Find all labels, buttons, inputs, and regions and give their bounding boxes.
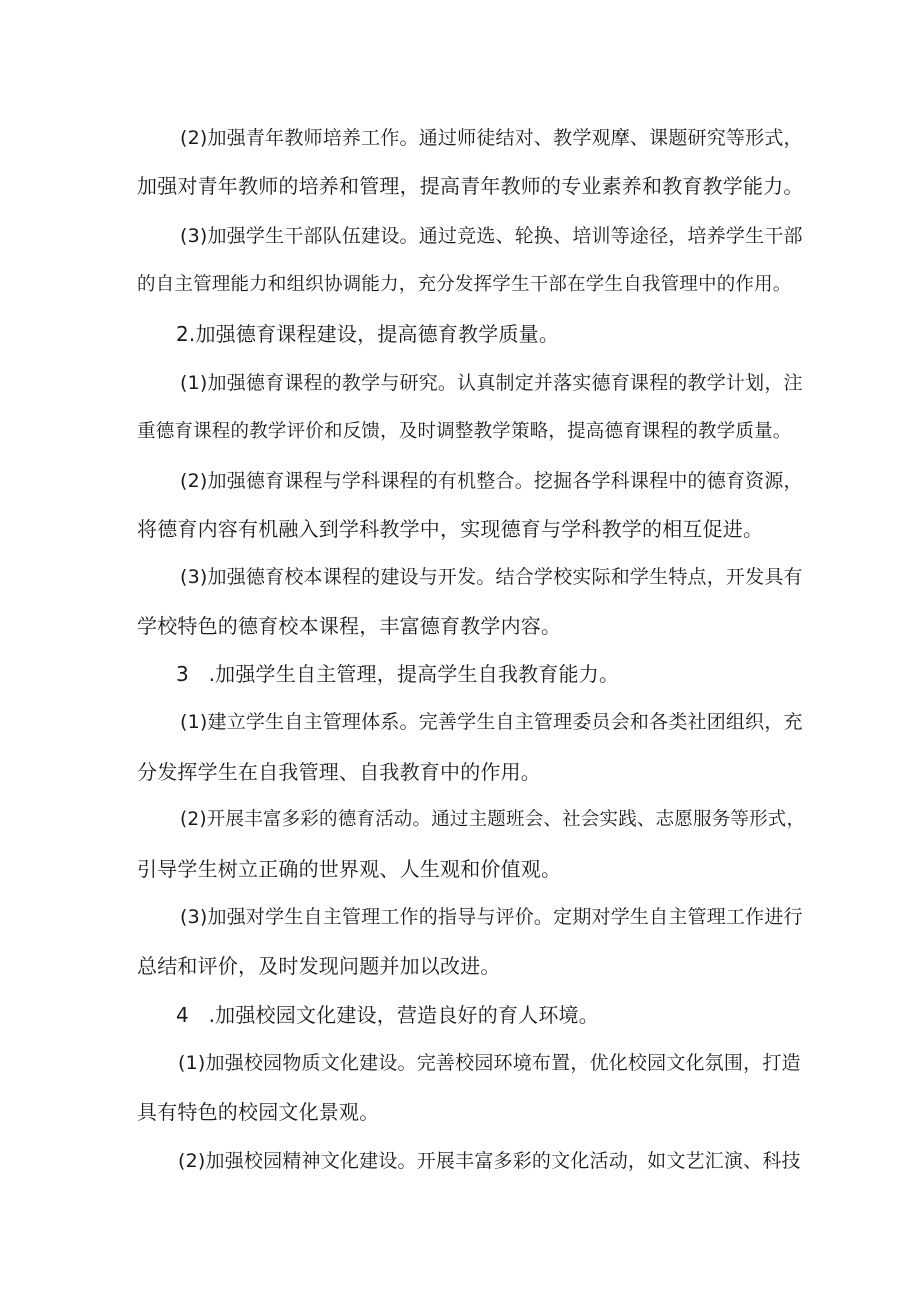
paragraph-line: (1)建立学生自主管理体系。完善学生自主管理委员会和各类社团组织，充 bbox=[180, 711, 803, 733]
paragraph-line: 总结和评价，及时发现问题并加以改进。 bbox=[137, 954, 501, 978]
paragraph-line: 分发挥学生在自我管理、自我教育中的作用。 bbox=[137, 760, 541, 784]
section-heading: 3 .加强学生自主管理，提高学生自我教育能力。 bbox=[176, 662, 620, 686]
section-heading: 2.加强德育课程建设，提高德育教学质量。 bbox=[176, 322, 560, 346]
section-heading: 4 .加强校园文化建设，营造良好的育人环境。 bbox=[176, 1003, 599, 1027]
paragraph-line: (1)加强德育课程的教学与研究。认真制定并落实德育课程的教学计划，注 bbox=[180, 372, 803, 394]
paragraph-line: 重德育课程的教学评价和反馈，及时调整教学策略，提高德育课程的教学质量。 bbox=[137, 421, 792, 442]
paragraph-line: 加强对青年教师的培养和管理，提高青年教师的专业素养和教育教学能力。 bbox=[137, 174, 804, 198]
paragraph-line: 将德育内容有机融入到学科教学中，实现德育与学科教学的相互促进。 bbox=[137, 517, 764, 541]
paragraph-line: (2)开展丰富多彩的德育活动。通过主题班会、社会实践、志愿服务等形式， bbox=[180, 809, 806, 830]
paragraph-line: 引导学生树立正确的世界观、人生观和价值观。 bbox=[137, 857, 562, 881]
paragraph-line: 学校特色的德育校本课程，丰富德育教学内容。 bbox=[137, 614, 562, 638]
paragraph-line: (3)加强德育校本课程的建设与开发。结合学校实际和学生特点，开发具有 bbox=[180, 566, 803, 588]
paragraph-line: (2)加强德育课程与学科课程的有机整合。挖掘各学科课程中的德育资源， bbox=[180, 470, 803, 492]
paragraph-line: 的自主管理能力和组织协调能力，充分发挥学生干部在学生自我管理中的作用。 bbox=[137, 274, 792, 295]
paragraph-line: (2)加强校园精神文化建设。开展丰富多彩的文化活动，如文艺汇演、科技 bbox=[178, 1150, 801, 1172]
paragraph-line: (2)加强青年教师培养工作。通过师徒结对、教学观摩、课题研究等形式， bbox=[180, 127, 803, 149]
paragraph-line: 具有特色的校园文化景观。 bbox=[137, 1100, 380, 1124]
paragraph-line: (1)加强校园物质文化建设。完善校园环境布置，优化校园文化氛围，打造 bbox=[178, 1052, 801, 1074]
paragraph-line: (3)加强对学生自主管理工作的指导与评价。定期对学生自主管理工作进行 bbox=[180, 906, 803, 928]
paragraph-line: (3)加强学生干部队伍建设。通过竞选、轮换、培训等途径，培养学生干部 bbox=[180, 225, 803, 247]
